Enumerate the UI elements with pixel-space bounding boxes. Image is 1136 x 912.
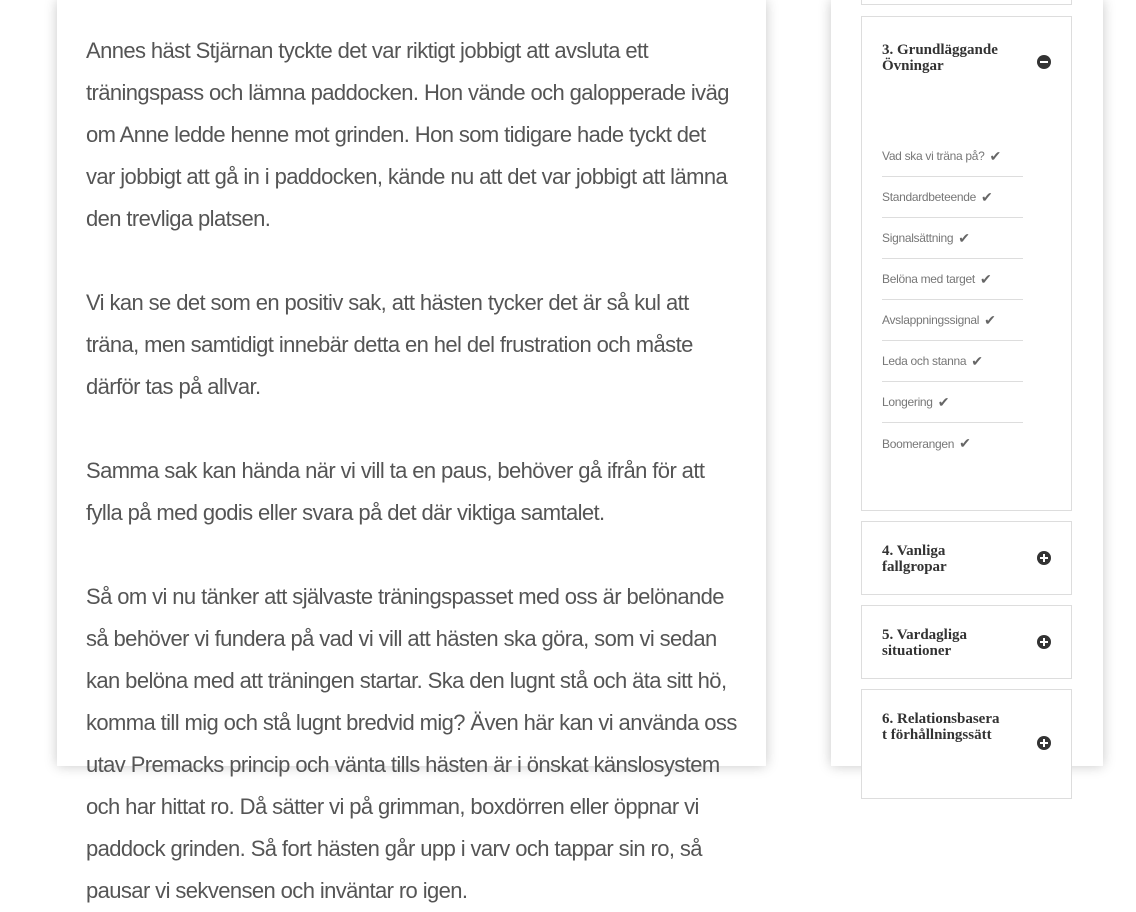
lesson-link[interactable]: Longering <box>882 395 933 409</box>
minus-circle-icon[interactable] <box>1037 55 1051 69</box>
lesson-link[interactable]: Standardbeteende <box>882 190 976 204</box>
accordion-header-6[interactable] <box>862 690 1071 796</box>
accordion-header-4[interactable] <box>862 522 1071 594</box>
article-content <box>57 0 766 903</box>
course-sidebar <box>831 0 1103 766</box>
article-paragraph: Annes häst Stjärnan tyckte det var riktigt jobbigt att avsluta ett träningspass och lämna paddocken. Hon vände och galopperade iväg om Anne ledde henne mot grinden. Hon som tidigare hade tyckt det var jobbigt att gå in i paddocken, kände nu att det var jobbigt att lämna den trevliga platsen. <box>86 38 729 231</box>
lesson-list <box>862 136 1071 464</box>
plus-circle-icon[interactable] <box>1037 635 1051 649</box>
article-paragraph: Samma sak kan hända när vi vill ta en paus, behöver gå ifrån för att fylla på med godis eller svara på det där viktiga samtalet. <box>86 458 705 525</box>
lesson-item[interactable] <box>882 177 1023 218</box>
plus-circle-icon[interactable] <box>1037 736 1051 750</box>
lesson-item[interactable] <box>882 423 1023 464</box>
lesson-link[interactable]: Belöna med target <box>882 272 975 286</box>
lesson-link[interactable]: Leda och stanna <box>882 354 967 368</box>
check-icon: ✔ <box>984 311 996 328</box>
section-title: 6. Relationsbaserat förhållningssätt <box>882 711 1000 743</box>
plus-circle-icon[interactable] <box>1037 551 1051 565</box>
lesson-item[interactable] <box>882 341 1023 382</box>
lesson-item[interactable] <box>882 300 1023 341</box>
lesson-item[interactable] <box>882 218 1023 259</box>
check-icon: ✔ <box>980 188 993 205</box>
lesson-item[interactable] <box>882 259 1023 300</box>
check-icon: ✔ <box>979 270 992 287</box>
check-icon: ✔ <box>958 229 970 246</box>
accordion-header-5[interactable] <box>862 606 1071 678</box>
check-icon: ✔ <box>959 435 971 451</box>
check-icon: ✔ <box>971 352 983 369</box>
check-icon: ✔ <box>937 393 950 410</box>
section-title: 4. Vanliga fallgropar <box>882 543 947 575</box>
section-title: 3. Grundläggande Övningar <box>882 42 998 74</box>
collapsed-panel-top <box>861 0 1072 5</box>
accordion-section-5[interactable] <box>861 605 1072 679</box>
accordion-section-3 <box>861 16 1072 511</box>
accordion-section-6[interactable] <box>861 689 1072 799</box>
accordion-section-4[interactable] <box>861 521 1072 595</box>
lesson-link[interactable]: Avslappningssignal <box>882 313 980 327</box>
lesson-item[interactable] <box>882 382 1023 423</box>
lesson-link[interactable]: Vad ska vi träna på? <box>882 149 985 163</box>
article-paragraph: Så om vi nu tänker att självaste träningspasset med oss är belönande så behöver vi fundera på vad vi vill att hästen ska göra, som vi sedan kan belöna med att träningen startar. Ska den lugnt stå och äta sitt hö, komma till mig och stå lugnt bredvid mig? Även här kan vi använda oss utav Premacks princip och vänta tills hästen är i önskat känslosystem och har hittat ro. Då sätter vi på grimman, boxdörren eller öppnar vi paddock grinden. Så fort hästen går upp i varv och tappar sin ro, så pausar vi sekvensen och inväntar ro igen. <box>86 584 737 903</box>
section-title: 5. Vardagliga situationer <box>882 627 968 659</box>
article-paragraph: Vi kan se det som en positiv sak, att hästen tycker det är så kul att träna, men samtidigt innebär detta en hel del frustration och måste därför tas på allvar. <box>86 290 693 399</box>
lesson-item[interactable] <box>882 136 1023 177</box>
accordion-header-3[interactable] <box>862 17 1071 112</box>
lesson-link[interactable]: Signalsättning <box>882 231 954 245</box>
check-icon: ✔ <box>989 147 1001 164</box>
lesson-link[interactable]: Boomerangen <box>882 436 955 451</box>
